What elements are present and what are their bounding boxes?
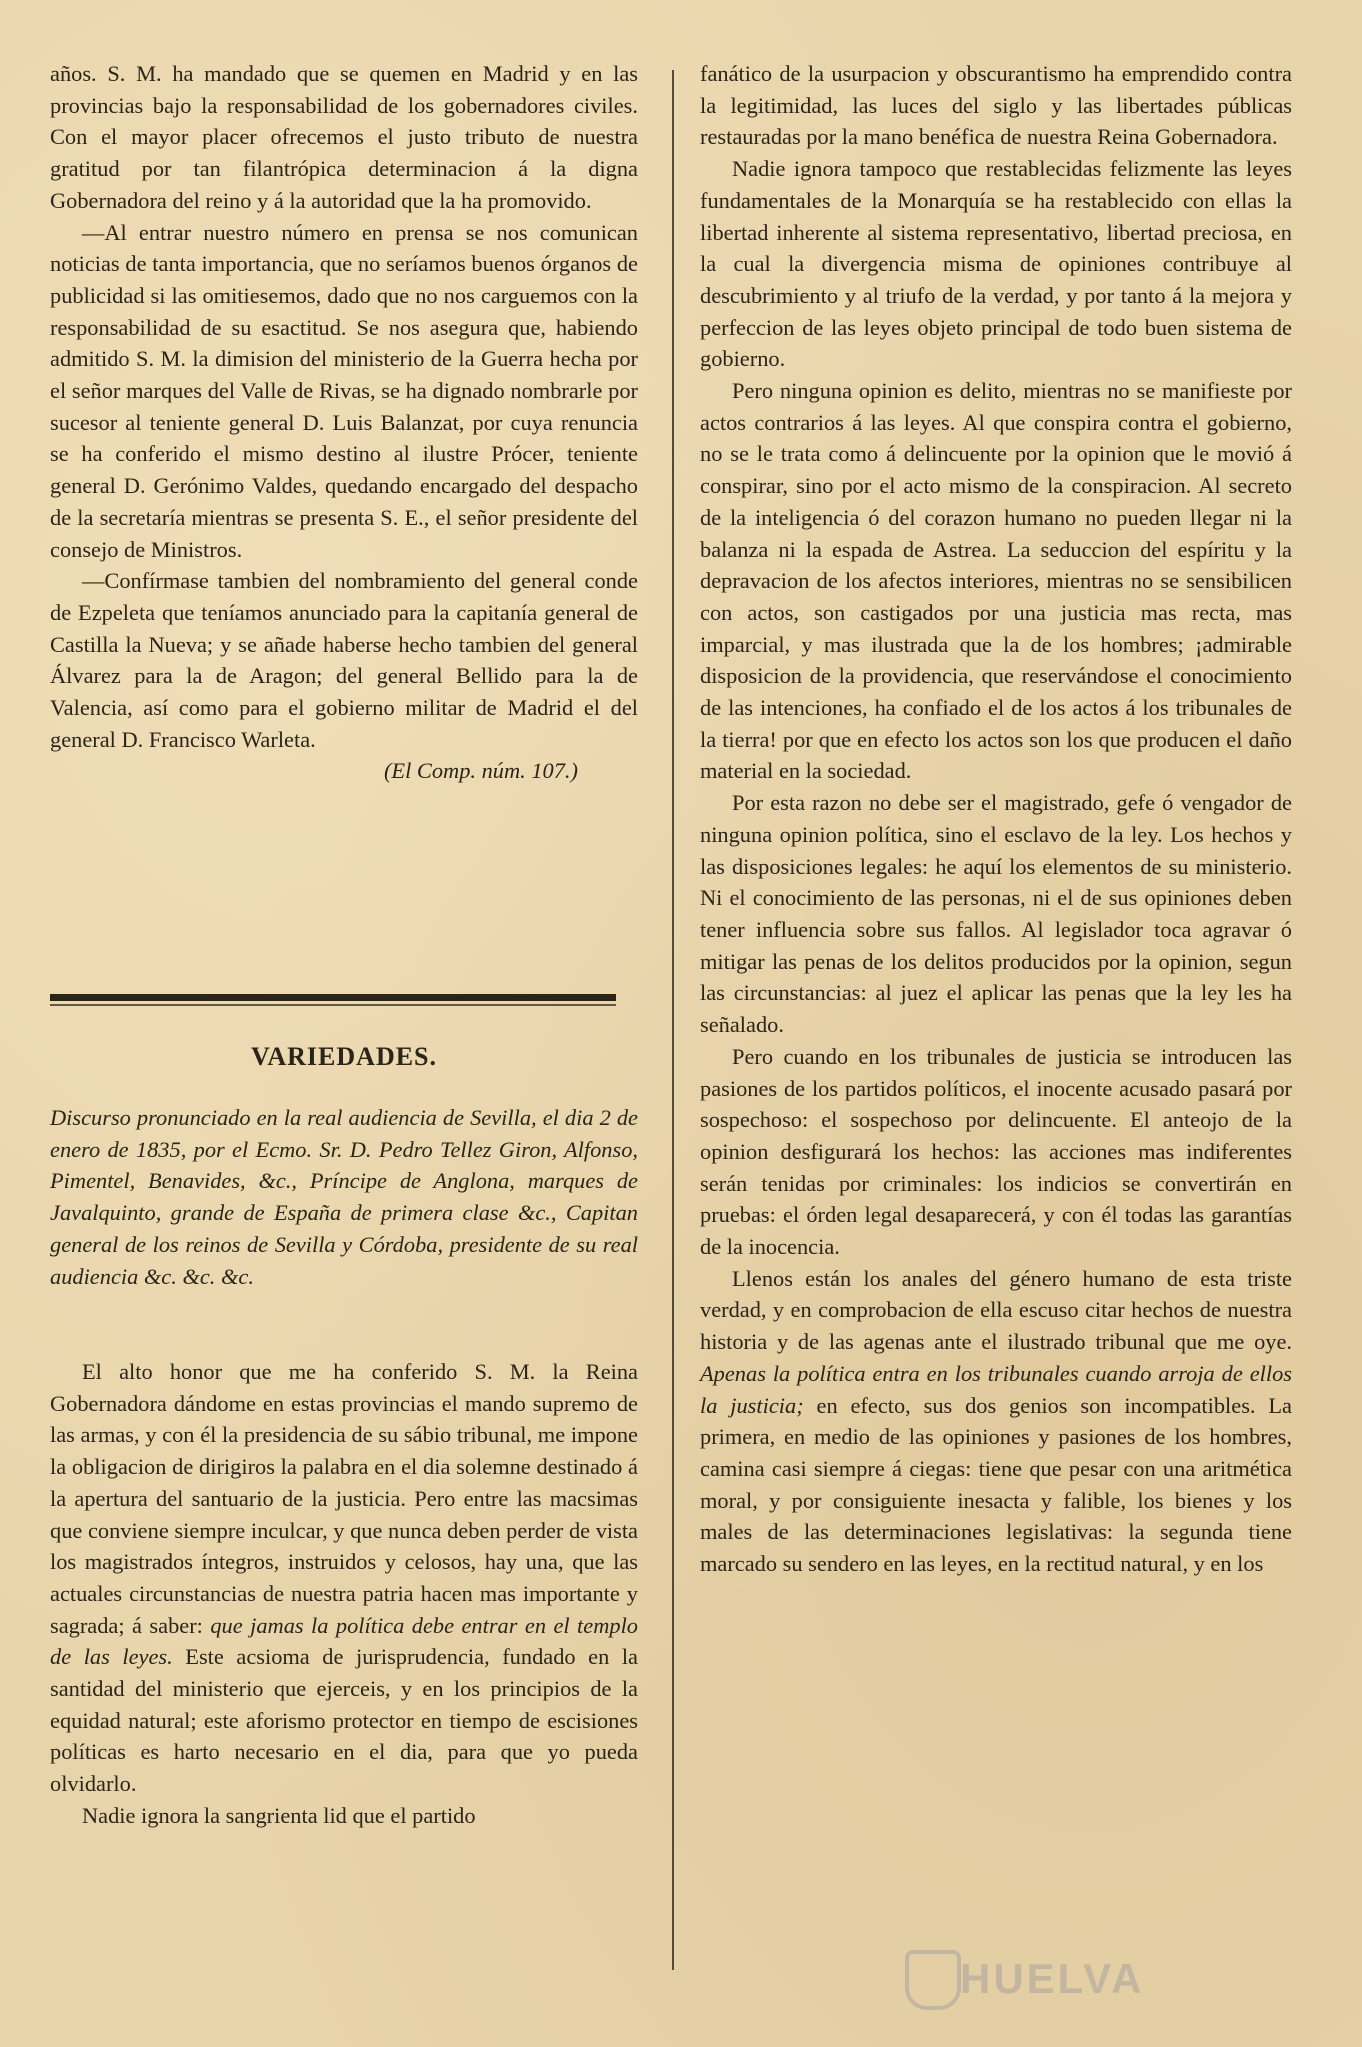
paragraph-discurso-2: Nadie ignora la sangrienta lid que el partido <box>82 1802 476 1828</box>
left-column-top <box>50 58 638 787</box>
section-rule <box>50 994 616 1001</box>
archive-logo-icon <box>905 1950 961 2010</box>
paragraph-left-2: —Al entrar nuestro número en prensa se nos comunican noticias de tanta importancia, que no seríamos buenos órganos de publicidad si las omitiesemos, dado que no nos carguemos con la responsabilidad de su esactitud. Se nos asegura que, habiendo admitido S. M. la dimision del ministerio de la Guerra hecha por el señor marques del Valle de Rivas, se ha dignado nombrarle por sucesor al teniente general D. Luis Balanzat, por cuya renuncia se ha conferido el mismo destino al ilustre Prócer, teniente general D. Gerónimo Valdes, quedando encargado del despacho de la secretaría mientras se presenta S. E., el señor presidente del consejo de Ministros. <box>50 219 638 562</box>
paragraph-discurso-1 <box>50 1356 638 1800</box>
archive-watermark: HUELVA <box>960 1955 1145 2002</box>
paragraph-right-5: Pero cuando en los tribunales de justicia se introducen las pasiones de los partidos políticos, el inocente acusado pasará por sospechoso: el sospechoso por delincuente. El anteojo de la opinion desfigurará los hechos: las acciones mas indiferentes serán tenidas por criminales: los indicios se convertirán en pruebas: el órden legal desaparecerá, y con él todas las garantías de la inocencia. <box>700 1043 1292 1260</box>
discurso-quote: que jamas la política debe entrar en el templo de las leyes. <box>50 1612 638 1670</box>
right-quote: Apenas la política entra en los tribunales cuando arroja de ellos la justicia; <box>700 1360 1292 1418</box>
paragraph-left-3: —Confírmase tambien del nombramiento del general conde de Ezpeleta que teníamos anunciado para la capitanía general de Castilla la Nueva; y se añade haberse hecho tambien del general Álvarez para la de Aragon; del general Bellido para la de Valencia, así como para el gobierno militar de Madrid el del general D. Francisco Warleta. <box>50 568 638 752</box>
paragraph-right-4: Por esta razon no debe ser el magistrado, gefe ó vengador de ninguna opinion política, sino el esclavo de la ley. Los hechos y las disposiciones legales: he aquí los elementos de su ministerio. Ni el conocimiento de las personas, ni el de sus opiniones deben tener influencia sobre sus fallos. Al legislador toca agravar ó mitigar las penas de los delitos producidos por la opinion, segun las circunstancias: al juez el aplicar las penas que la ley les ha señalado. <box>700 790 1292 1038</box>
discurso-text-a: El alto honor que me ha conferido S. M. la Reina Gobernadora dándome en estas provincias el mando supremo de las armas, y con él la presidencia de su sábio tribunal, me impone la obligacion de dirigiros la palabra en el dia solemne destinado á la apertura del santuario de la justicia. Pero entre las macsimas que conviene siempre inculcar, y que nunca deben perder de vista los magistrados íntegros, instruidos y celosos, hay una, que las actuales circunstancias de nuestra patria hacen mas importante y sagrada; á saber: <box>50 1359 638 1638</box>
section-title: VARIEDADES. <box>250 1042 438 1071</box>
paragraph-left-1: años. S. M. ha mandado que se quemen en Madrid y en las provincias bajo la responsabilidad de los gobernadores civiles. Con el mayor placer ofrecemos el justo tributo de nuestra gratitud por tan filantrópica determinacion á la digna Gobernadora del reino y á la autoridad que la ha promovido. <box>50 61 638 213</box>
paragraph-right-6 <box>700 1263 1292 1580</box>
citation: (El Comp. núm. 107.) <box>383 758 578 784</box>
left-column-bottom <box>50 1356 638 1832</box>
discurso-text-b: Este acsioma de jurisprudencia, fundado en la santidad del ministerio que ejerceis, y en los principios de la equidad natural; este aforismo protector en tiempo de escisiones políticas es harto necesario en el dia, para que yo pueda olvidarlo. <box>50 1644 638 1797</box>
right-column <box>700 58 1292 1580</box>
right-text-a: Llenos están los anales del género humano de esta triste verdad, y en comprobacion de ella escuso citar hechos de nuestra historia y de las agenas ante el ilustrado tribunal que me oye. <box>700 1265 1292 1355</box>
section-rule-thin <box>50 1004 616 1006</box>
paragraph-right-3: Pero ninguna opinion es delito, mientras no se manifieste por actos contrarios á las leyes. Al que conspira contra el gobierno, no se le trata como á delincuente por la opinion que le movió á conspirar, sino por el acto mismo de la conspiracion. Al secreto de la inteligencia ó del corazon humano no pueden llegar ni la balanza ni la espada de Astrea. La seduccion del espíritu y la depravacion de los afectos interiores, mientras no se sensibilicen con actos, son castigados por una justicia mas recta, mas imparcial, y mas ilustrada que la de los hombres; ¡admirable disposicion de la providencia, que reservándose el conocimiento de las intenciones, ha confiado el de los actos á los tribunales de la tierra! por que en efecto los actos son los que producen el daño material en la sociedad. <box>700 378 1292 784</box>
paragraph-right-2: Nadie ignora tampoco que restablecidas felizmente las leyes fundamentales de la Monarquía se ha restablecido con ellas la libertad inherente al sistema representativo, libertad preciosa, en la cual la divergencia misma de opiniones contribuye al descubrimiento y al triufo de la verdad, y por tanto á la mejora y perfeccion de las leyes objeto principal de todo buen sistema de gobierno. <box>700 156 1292 372</box>
column-divider <box>672 70 674 1970</box>
right-text-b: en efecto, sus dos genios son incompatibles. La primera, en medio de las opiniones y pasiones de los hombres, camina casi siempre á ciegas: tiene que pesar con una aritmética moral, y por consiguiente inesacta y falible, los bienes y los males de las determinaciones legislativas: la segunda tiene marcado su sendero en las leyes, en la rectitud natural, y en los <box>700 1392 1292 1577</box>
paragraph-right-1: fanático de la usurpacion y obscurantismo ha emprendido contra la legitimidad, las luces del siglo y las libertades públicas restauradas por la mano benéfica de nuestra Reina Gobernadora. <box>700 61 1292 150</box>
discurso-heading: Discurso pronunciado en la real audiencia de Sevilla, el dia 2 de enero de 1835, por el Ecmo. Sr. D. Pedro Tellez Giron, Alfonso, Pimentel, Benavides, &c., Príncipe de Anglona, marques de Javalquinto, grande de España de primera clase &c., Capitan general de los reinos de Sevilla y Córdoba, presidente de su real audiencia &c. &c. &c. <box>50 1105 638 1289</box>
